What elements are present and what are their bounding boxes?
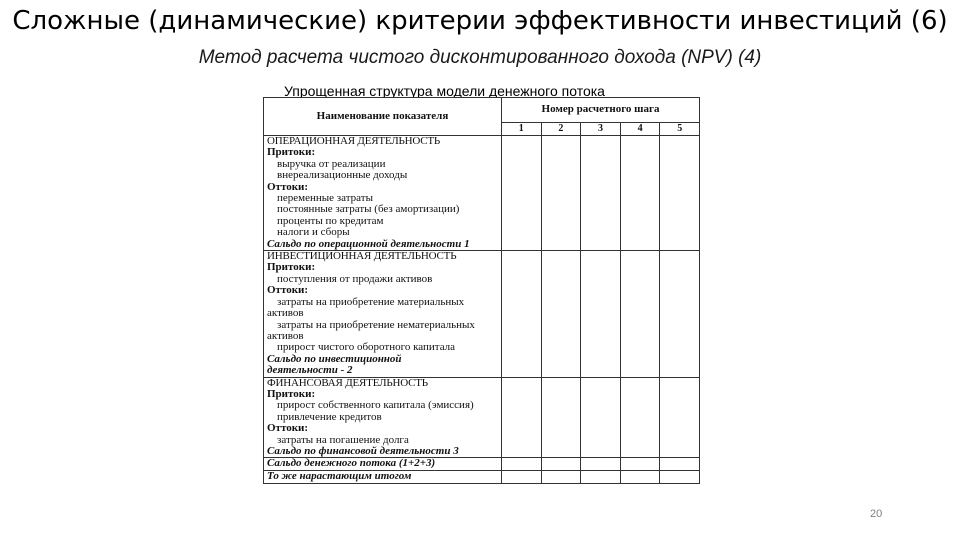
indicator-line: ФИНАНСОВАЯ ДЕЯТЕЛЬНОСТЬ: [267, 376, 428, 389]
step-number-2: 2: [541, 123, 581, 136]
indicator-line: привлечение кредитов: [277, 410, 382, 423]
total-label: [264, 471, 502, 484]
value-cell: [502, 458, 542, 471]
indicator-line: затраты на приобретение нематериальных: [277, 318, 475, 331]
value-cell: [581, 136, 621, 251]
section-indicators: [264, 377, 502, 458]
indicator-line: Оттоки:: [267, 180, 309, 193]
cash-flow-table: [263, 97, 700, 484]
section-row: [264, 136, 700, 251]
value-cell: [660, 471, 700, 484]
indicator-line: затраты на погашение долга: [277, 433, 409, 446]
step-number-1: 1: [502, 123, 542, 136]
value-cell: [660, 251, 700, 377]
section-row: [264, 377, 700, 458]
slide-subtitle: Метод расчета чистого дисконтированного дохода (NPV) (4): [198, 47, 762, 68]
indicator-line: Оттоки:: [267, 284, 309, 297]
indicator-line: налоги и сборы: [277, 226, 350, 239]
value-cell: [620, 377, 660, 458]
value-cell: [620, 251, 660, 377]
indicator-line: Притоки:: [267, 261, 316, 274]
value-cell: [502, 251, 542, 377]
indicator-line: активов: [267, 307, 304, 320]
header-step-number: Номер расчетного шага: [502, 98, 700, 123]
total-label: [264, 458, 502, 471]
total-label-text: Сальдо денежного потока (1+2+3): [267, 457, 436, 470]
indicator-line: Притоки:: [267, 146, 316, 159]
indicator-line: Притоки:: [267, 387, 316, 400]
value-cell: [581, 458, 621, 471]
indicator-line: постоянные затраты (без амортизации): [277, 203, 460, 216]
value-cell: [620, 458, 660, 471]
indicator-line: Сальдо по инвестиционной: [267, 352, 402, 365]
value-cell: [541, 471, 581, 484]
indicator-line: деятельности - 2: [267, 364, 353, 377]
indicator-line: Оттоки:: [267, 422, 309, 435]
indicator-line: Сальдо по финансовой деятельности 3: [267, 444, 459, 457]
table-caption: Упрощенная структура модели денежного потока: [284, 83, 605, 98]
value-cell: [581, 471, 621, 484]
value-cell: [502, 136, 542, 251]
indicator-line: проценты по кредитам: [277, 214, 384, 227]
step-number-3: 3: [581, 123, 621, 136]
indicator-line: активов: [267, 329, 304, 342]
total-row: [264, 471, 700, 484]
header-indicator-name: Наименование показателя: [264, 98, 502, 136]
section-indicators: [264, 251, 502, 377]
total-label-text: То же нарастающим итогом: [267, 470, 412, 483]
section-row: [264, 251, 700, 377]
value-cell: [620, 136, 660, 251]
indicator-line: поступления от продажи активов: [277, 272, 433, 285]
value-cell: [502, 377, 542, 458]
slide-title: Сложные (динамические) критерии эффективности инвестиций (6): [12, 6, 948, 36]
indicator-line: ОПЕРАЦИОННАЯ ДЕЯТЕЛЬНОСТЬ: [267, 135, 441, 147]
value-cell: [541, 136, 581, 251]
step-number-4: 4: [620, 123, 660, 136]
total-row: [264, 458, 700, 471]
indicator-line: прирост собственного капитала (эмиссия): [277, 399, 474, 412]
value-cell: [541, 458, 581, 471]
value-cell: [620, 471, 660, 484]
value-cell: [660, 458, 700, 471]
indicator-line: внереализационные доходы: [277, 169, 408, 182]
value-cell: [541, 251, 581, 377]
value-cell: [502, 471, 542, 484]
value-cell: [581, 377, 621, 458]
indicator-line: ИНВЕСТИЦИОННАЯ ДЕЯТЕЛЬНОСТЬ: [267, 250, 457, 263]
indicator-line: Сальдо по операционной деятельности 1: [267, 237, 470, 250]
indicator-line: переменные затраты: [277, 192, 373, 205]
value-cell: [660, 377, 700, 458]
indicator-line: выручка от реализации: [277, 157, 386, 170]
page-number: 20: [870, 508, 883, 520]
section-indicators: [264, 136, 502, 251]
indicator-line: затраты на приобретение материальных: [277, 295, 465, 308]
value-cell: [541, 377, 581, 458]
step-number-5: 5: [660, 123, 700, 136]
value-cell: [581, 251, 621, 377]
indicator-line: прирост чистого оборотного капитала: [277, 341, 456, 354]
value-cell: [660, 136, 700, 251]
